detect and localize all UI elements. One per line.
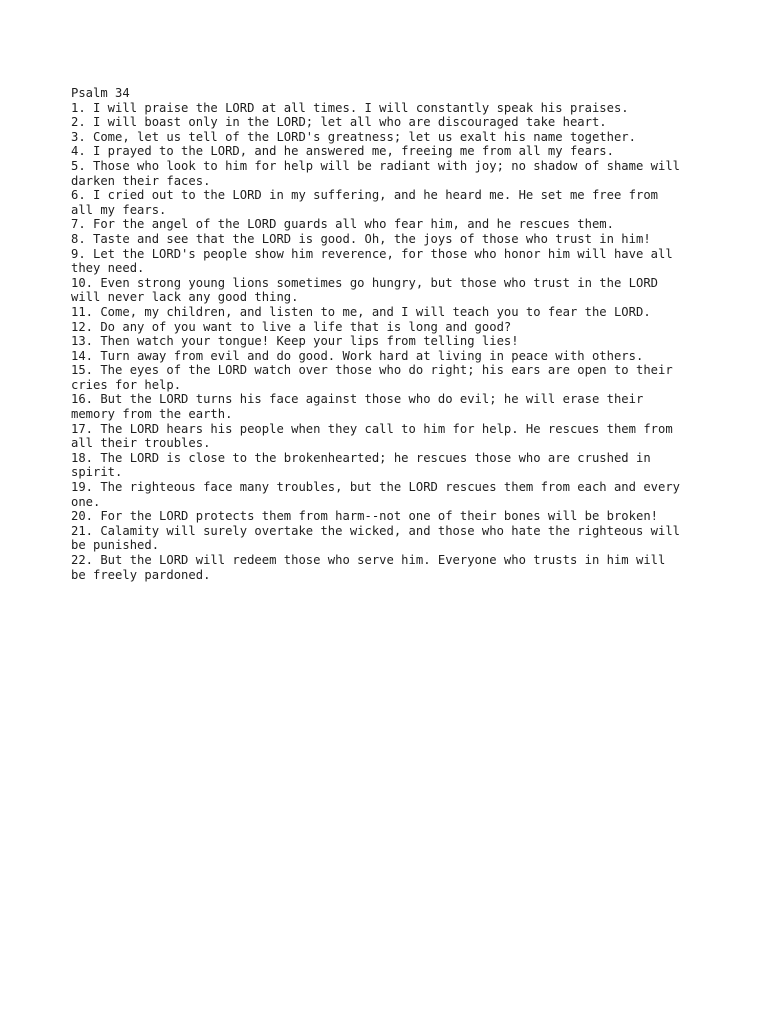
verse-line: spirit.	[71, 465, 123, 480]
verse-line: be punished.	[71, 538, 160, 553]
verse-line: 21. Calamity will surely overtake the wicked, and those who hate the righteous will	[71, 523, 681, 538]
document-body	[71, 86, 703, 582]
verse-16	[71, 392, 703, 421]
verse-line: one.	[71, 494, 101, 509]
verse-line: they need.	[71, 261, 145, 276]
verse-line: 10. Even strong young lions sometimes go hungry, but those who trust in the LORD	[71, 275, 658, 290]
verse-line: 18. The LORD is close to the brokenhearted; he rescues those who are crushed in	[71, 450, 651, 465]
verse-line: 3. Come, let us tell of the LORD's greatness; let us exalt his name together.	[71, 129, 636, 144]
verse-7	[71, 217, 703, 232]
verse-line: cries for help.	[71, 377, 182, 392]
verse-line: 20. For the LORD protects them from harm--not one of their bones will be broken!	[71, 509, 658, 524]
verse-3	[71, 130, 703, 145]
verse-line: be freely pardoned.	[71, 567, 211, 582]
verse-line: 22. But the LORD will redeem those who serve him. Everyone who trusts in him will	[71, 553, 666, 567]
verse-1	[71, 101, 703, 116]
verse-line: 11. Come, my children, and listen to me, and I will teach you to fear the LORD.	[71, 304, 651, 319]
verse-5	[71, 159, 703, 188]
verse-6	[71, 188, 703, 217]
verse-line: 4. I prayed to the LORD, and he answered me, freeing me from all my fears.	[71, 144, 614, 159]
verse-20	[71, 509, 703, 524]
verse-21	[71, 524, 703, 553]
verse-line: will never lack any good thing.	[71, 290, 299, 305]
verse-4	[71, 144, 703, 159]
verse-line: 8. Taste and see that the LORD is good. Oh, the joys of those who trust in him!	[71, 231, 651, 246]
verse-line: all my fears.	[71, 202, 167, 217]
verse-15	[71, 363, 703, 392]
verse-11	[71, 305, 703, 320]
verse-line: 1. I will praise the LORD at all times. I will constantly speak his praises.	[71, 100, 629, 115]
verse-line: memory from the earth.	[71, 407, 233, 422]
verse-line: 16. But the LORD turns his face against those who do evil; he will erase their	[71, 392, 644, 407]
verse-line: 17. The LORD hears his people when they call to him for help. He rescues them from	[71, 421, 673, 436]
verse-18	[71, 451, 703, 480]
verse-line: 6. I cried out to the LORD in my suffering, and he heard me. He set me free from	[71, 188, 658, 203]
verse-13	[71, 334, 703, 349]
verse-line: 15. The eyes of the LORD watch over those who do right; his ears are open to their	[71, 363, 673, 378]
verse-10	[71, 276, 703, 305]
verse-line: darken their faces.	[71, 173, 211, 188]
verse-line: 12. Do any of you want to live a life that is long and good?	[71, 319, 512, 334]
document-title: Psalm 34	[71, 86, 130, 100]
verse-8	[71, 232, 703, 247]
verse-9	[71, 247, 703, 276]
verse-14	[71, 349, 703, 364]
verse-line: all their troubles.	[71, 436, 211, 451]
verse-2	[71, 115, 703, 130]
verse-line: 5. Those who look to him for help will be radiant with joy; no shadow of shame will	[71, 158, 681, 173]
verse-line: 19. The righteous face many troubles, but the LORD rescues them from each and every	[71, 480, 681, 495]
verse-line: 13. Then watch your tongue! Keep your lips from telling lies!	[71, 334, 519, 349]
verse-12	[71, 320, 703, 335]
verse-line: 14. Turn away from evil and do good. Work hard at living in peace with others.	[71, 348, 644, 363]
verse-17	[71, 422, 703, 451]
verse-line: 7. For the angel of the LORD guards all who fear him, and he rescues them.	[71, 217, 614, 232]
verse-19	[71, 480, 703, 509]
verse-line: 9. Let the LORD's people show him reverence, for those who honor him will have all	[71, 246, 673, 261]
verse-line: 2. I will boast only in the LORD; let all who are discouraged take heart.	[71, 115, 607, 130]
verse-22	[71, 553, 703, 582]
